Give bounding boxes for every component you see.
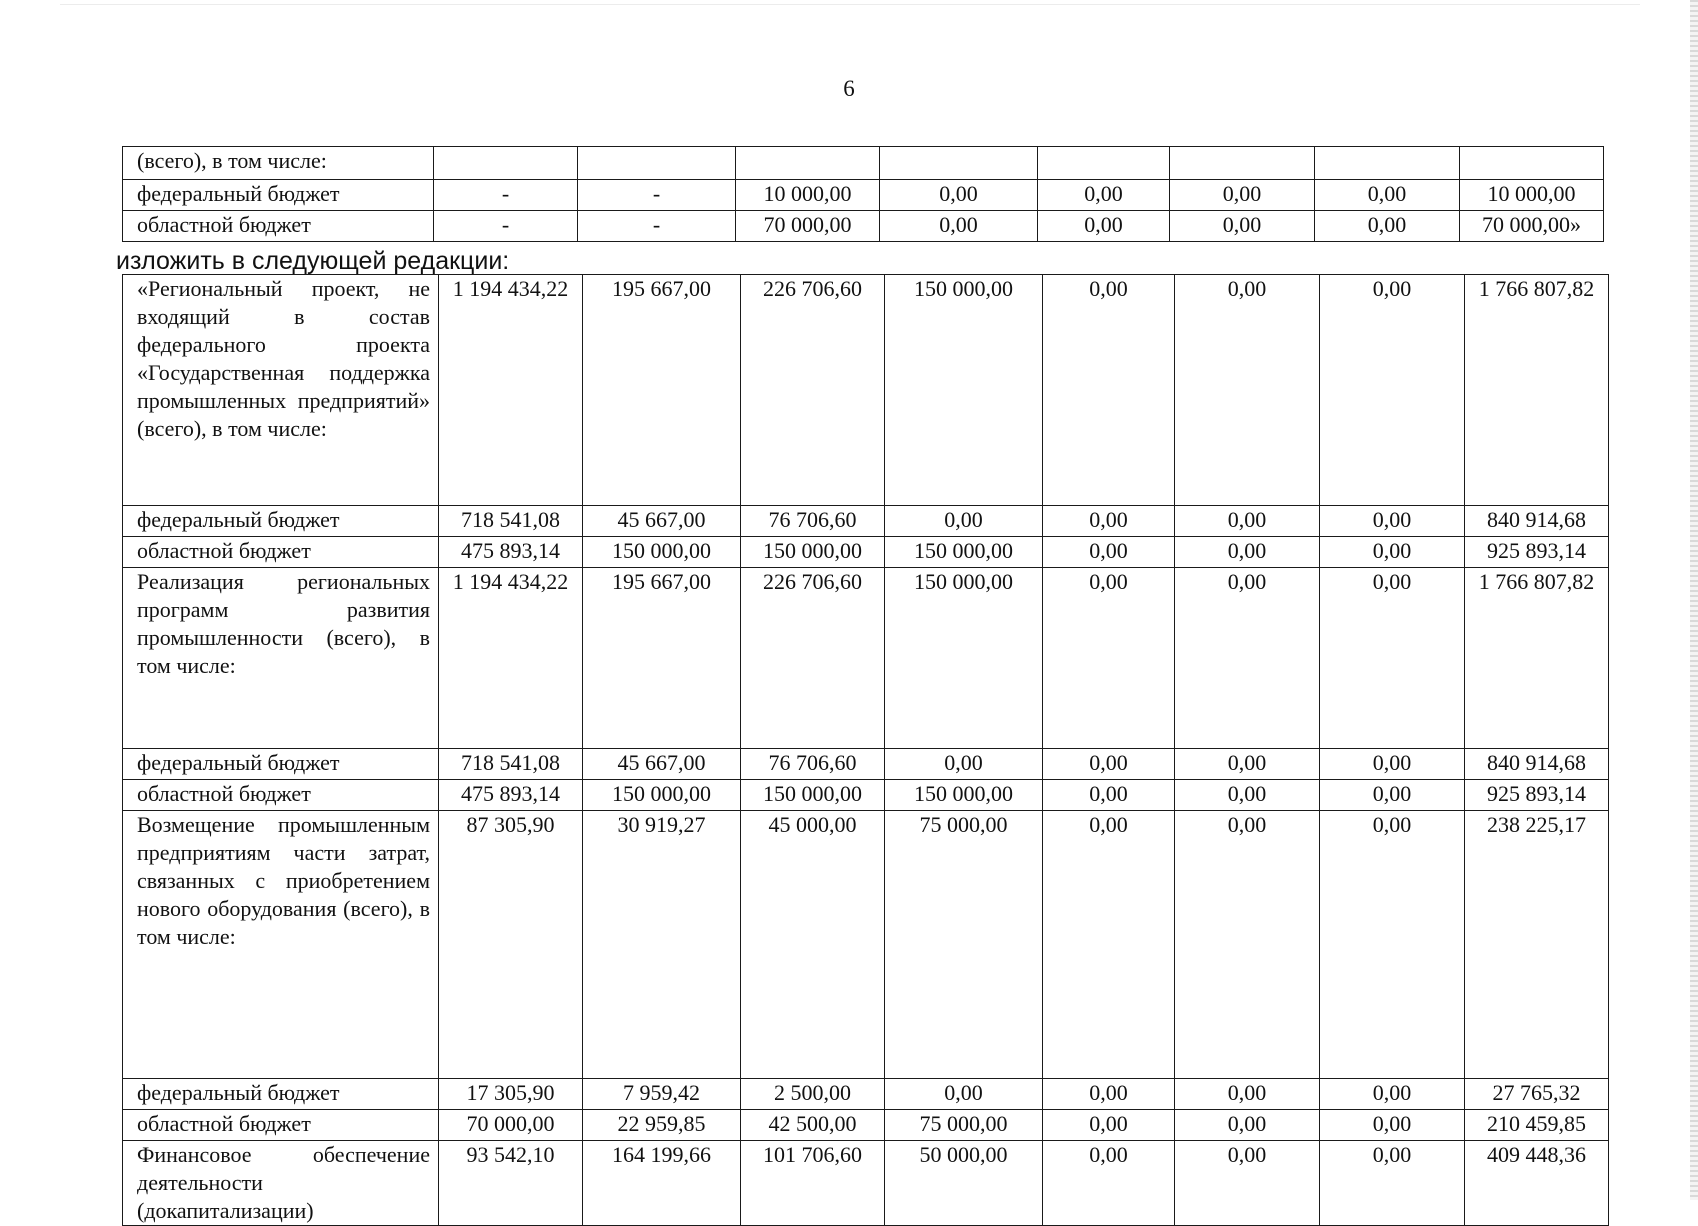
- value-cell: 0,00: [1170, 211, 1315, 242]
- value-cell: 0,00: [1043, 780, 1175, 811]
- table-row: [123, 275, 1609, 506]
- row-label: Возмещение промышленным предприятиям части затрат, связанных с приобретением нового оборудования (всего), в том числе:: [123, 811, 439, 1079]
- value-cell: 70 000,00»: [1460, 211, 1604, 242]
- value-cell: 718 541,08: [439, 749, 583, 780]
- value-cell: 840 914,68: [1465, 749, 1609, 780]
- table-row: [123, 1110, 1609, 1141]
- value-cell: 0,00: [1170, 180, 1315, 211]
- table-row: [123, 811, 1609, 1079]
- value-cell: 0,00: [1043, 1110, 1175, 1141]
- row-label: областной бюджет: [123, 211, 434, 242]
- value-cell: 840 914,68: [1465, 506, 1609, 537]
- table-row: [123, 506, 1609, 537]
- value-cell: 210 459,85: [1465, 1110, 1609, 1141]
- value-cell: [1460, 147, 1604, 180]
- value-cell: 0,00: [1175, 506, 1320, 537]
- value-cell: [1038, 147, 1170, 180]
- row-label: областной бюджет: [123, 537, 439, 568]
- table-row: [123, 147, 1604, 180]
- value-cell: 150 000,00: [885, 780, 1043, 811]
- row-label: областной бюджет: [123, 1110, 439, 1141]
- value-cell: 75 000,00: [885, 811, 1043, 1079]
- value-cell: 0,00: [1043, 506, 1175, 537]
- value-cell: 30 919,27: [583, 811, 741, 1079]
- scan-top-edge: [60, 4, 1640, 5]
- value-cell: 409 448,36: [1465, 1141, 1609, 1226]
- value-cell: 45 000,00: [741, 811, 885, 1079]
- value-cell: 150 000,00: [885, 275, 1043, 506]
- value-cell: 1 766 807,82: [1465, 568, 1609, 749]
- table-row: [123, 749, 1609, 780]
- row-label: Финансовое обеспечение деятельности (докапитализации): [123, 1141, 439, 1226]
- value-cell: 475 893,14: [439, 537, 583, 568]
- value-cell: 0,00: [1320, 506, 1465, 537]
- value-cell: 76 706,60: [741, 506, 885, 537]
- value-cell: 0,00: [1175, 1141, 1320, 1226]
- value-cell: 195 667,00: [583, 568, 741, 749]
- value-cell: 0,00: [1175, 1079, 1320, 1110]
- value-cell: 0,00: [1315, 211, 1460, 242]
- value-cell: 0,00: [885, 506, 1043, 537]
- value-cell: 475 893,14: [439, 780, 583, 811]
- value-cell: 0,00: [1175, 568, 1320, 749]
- value-cell: 0,00: [1175, 1110, 1320, 1141]
- value-cell: 27 765,32: [1465, 1079, 1609, 1110]
- value-cell: 0,00: [1175, 780, 1320, 811]
- value-cell: 150 000,00: [583, 780, 741, 811]
- value-cell: 925 893,14: [1465, 537, 1609, 568]
- value-cell: -: [578, 180, 736, 211]
- value-cell: 0,00: [885, 1079, 1043, 1110]
- old-budget-table: [122, 146, 1604, 242]
- value-cell: -: [578, 211, 736, 242]
- value-cell: 150 000,00: [583, 537, 741, 568]
- value-cell: 150 000,00: [885, 568, 1043, 749]
- value-cell: 0,00: [1320, 780, 1465, 811]
- value-cell: 0,00: [1175, 749, 1320, 780]
- value-cell: 0,00: [1043, 275, 1175, 506]
- value-cell: 75 000,00: [885, 1110, 1043, 1141]
- value-cell: 1 194 434,22: [439, 568, 583, 749]
- table-row: [123, 1079, 1609, 1110]
- value-cell: 0,00: [880, 211, 1038, 242]
- value-cell: 10 000,00: [1460, 180, 1604, 211]
- table-row: [123, 780, 1609, 811]
- value-cell: 0,00: [885, 749, 1043, 780]
- value-cell: 226 706,60: [741, 275, 885, 506]
- value-cell: 0,00: [1320, 749, 1465, 780]
- value-cell: 0,00: [1043, 537, 1175, 568]
- value-cell: 238 225,17: [1465, 811, 1609, 1079]
- value-cell: 925 893,14: [1465, 780, 1609, 811]
- value-cell: 10 000,00: [736, 180, 880, 211]
- value-cell: 0,00: [1320, 537, 1465, 568]
- value-cell: 0,00: [1038, 180, 1170, 211]
- value-cell: 150 000,00: [741, 537, 885, 568]
- value-cell: [578, 147, 736, 180]
- value-cell: 195 667,00: [583, 275, 741, 506]
- row-label: «Региональный проект, не входящий в состав федерального проекта «Государственная поддержка промышленных предприятий» (всего), в том числе:: [123, 275, 439, 506]
- row-label: федеральный бюджет: [123, 749, 439, 780]
- value-cell: 0,00: [1320, 1110, 1465, 1141]
- old-table-body: [123, 147, 1604, 242]
- value-cell: 45 667,00: [583, 506, 741, 537]
- table-row: [123, 211, 1604, 242]
- value-cell: 76 706,60: [741, 749, 885, 780]
- value-cell: 50 000,00: [885, 1141, 1043, 1226]
- value-cell: 70 000,00: [736, 211, 880, 242]
- value-cell: 0,00: [1320, 275, 1465, 506]
- value-cell: [1315, 147, 1460, 180]
- page-number: 6: [843, 76, 855, 101]
- value-cell: 0,00: [1043, 1079, 1175, 1110]
- value-cell: 7 959,42: [583, 1079, 741, 1110]
- value-cell: 0,00: [1320, 1079, 1465, 1110]
- scan-right-edge: [1690, 0, 1698, 1200]
- row-label: (всего), в том числе:: [123, 147, 434, 180]
- value-cell: 0,00: [1320, 1141, 1465, 1226]
- value-cell: 0,00: [1043, 1141, 1175, 1226]
- value-cell: 0,00: [1175, 811, 1320, 1079]
- value-cell: 1 766 807,82: [1465, 275, 1609, 506]
- value-cell: 101 706,60: [741, 1141, 885, 1226]
- value-cell: 150 000,00: [885, 537, 1043, 568]
- value-cell: 0,00: [1175, 537, 1320, 568]
- value-cell: -: [434, 211, 578, 242]
- value-cell: [736, 147, 880, 180]
- value-cell: [880, 147, 1038, 180]
- row-label: федеральный бюджет: [123, 506, 439, 537]
- table-row: [123, 537, 1609, 568]
- value-cell: 93 542,10: [439, 1141, 583, 1226]
- new-table-body: [123, 275, 1609, 1226]
- new-budget-table: [122, 274, 1609, 1226]
- value-cell: 164 199,66: [583, 1141, 741, 1226]
- value-cell: -: [434, 180, 578, 211]
- row-label: областной бюджет: [123, 780, 439, 811]
- value-cell: 0,00: [1320, 568, 1465, 749]
- table-row: [123, 180, 1604, 211]
- value-cell: 0,00: [1038, 211, 1170, 242]
- value-cell: 2 500,00: [741, 1079, 885, 1110]
- table-row: [123, 1141, 1609, 1226]
- amendment-caption: изложить в следующей редакции:: [116, 247, 510, 275]
- value-cell: 0,00: [1043, 749, 1175, 780]
- value-cell: 0,00: [1043, 568, 1175, 749]
- value-cell: 1 194 434,22: [439, 275, 583, 506]
- row-label: федеральный бюджет: [123, 180, 434, 211]
- table-row: [123, 568, 1609, 749]
- row-label: федеральный бюджет: [123, 1079, 439, 1110]
- value-cell: 70 000,00: [439, 1110, 583, 1141]
- value-cell: 22 959,85: [583, 1110, 741, 1141]
- value-cell: 87 305,90: [439, 811, 583, 1079]
- row-label: Реализация региональных программ развития промышленности (всего), в том числе:: [123, 568, 439, 749]
- value-cell: 42 500,00: [741, 1110, 885, 1141]
- value-cell: 150 000,00: [741, 780, 885, 811]
- value-cell: [434, 147, 578, 180]
- value-cell: 45 667,00: [583, 749, 741, 780]
- value-cell: 0,00: [1320, 811, 1465, 1079]
- value-cell: [1170, 147, 1315, 180]
- value-cell: 0,00: [1175, 275, 1320, 506]
- value-cell: 0,00: [1043, 811, 1175, 1079]
- value-cell: 17 305,90: [439, 1079, 583, 1110]
- value-cell: 0,00: [1315, 180, 1460, 211]
- value-cell: 226 706,60: [741, 568, 885, 749]
- value-cell: 0,00: [880, 180, 1038, 211]
- value-cell: 718 541,08: [439, 506, 583, 537]
